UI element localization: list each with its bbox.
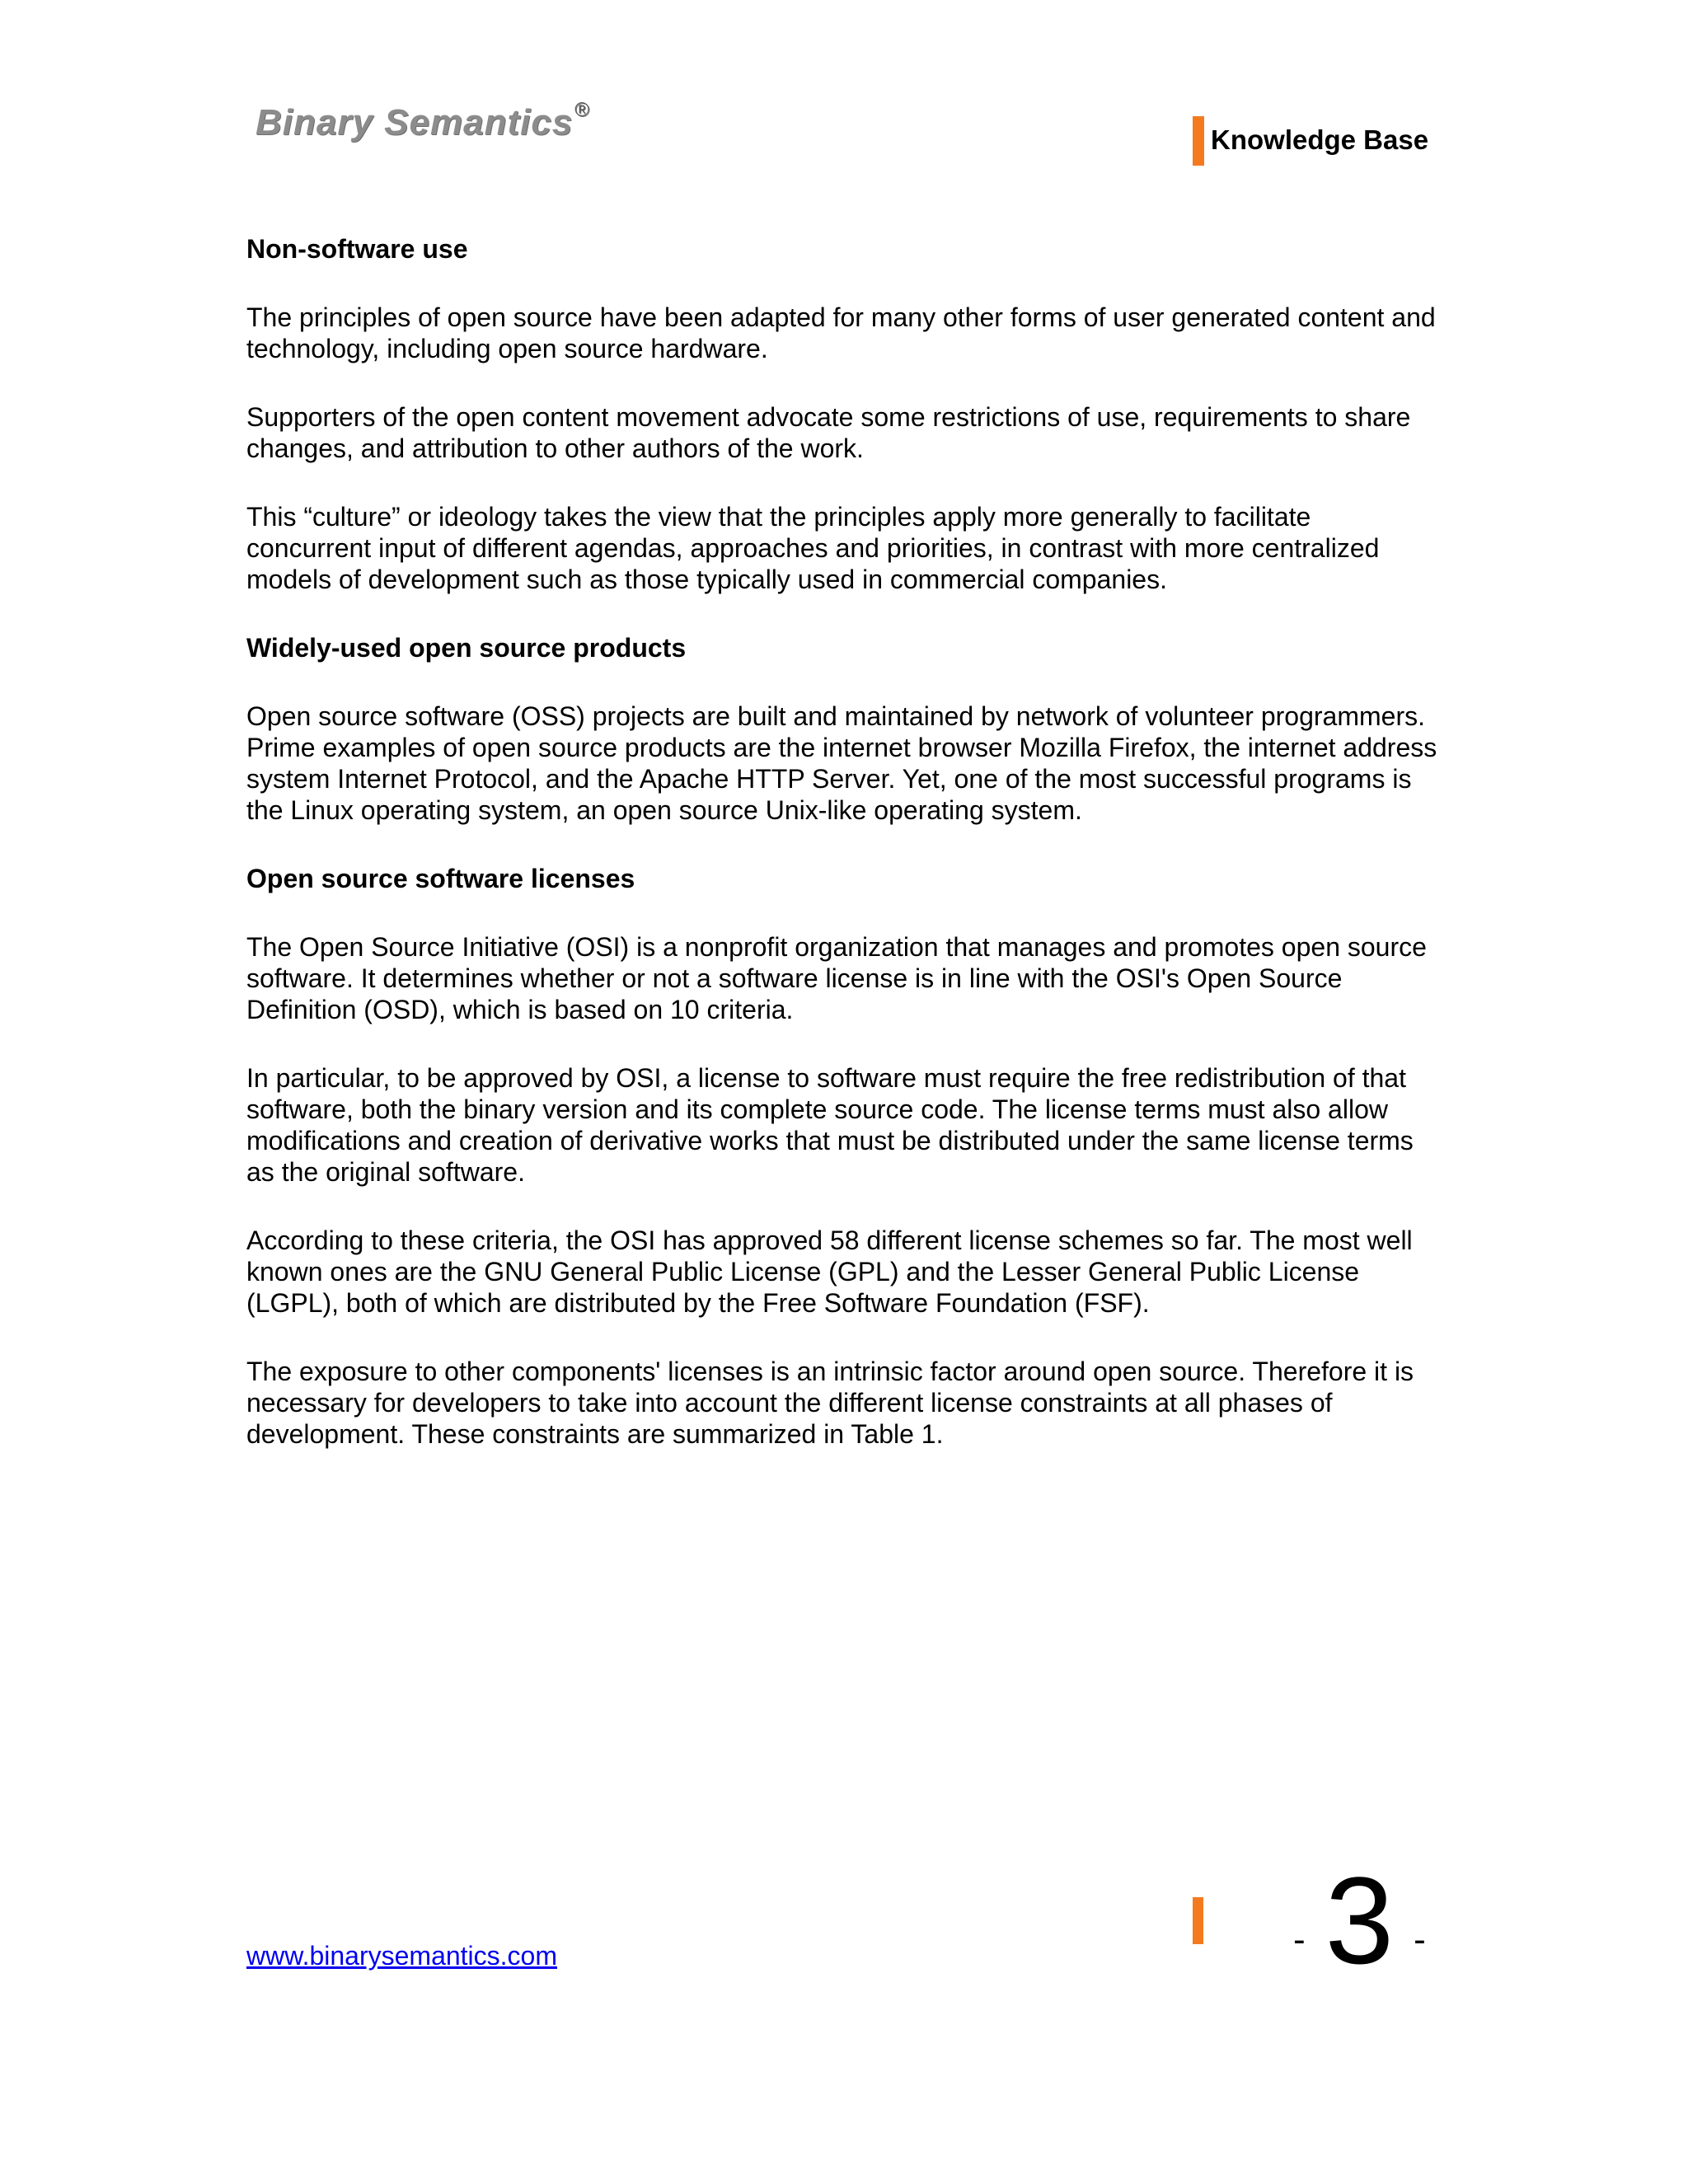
paragraph: The Open Source Initiative (OSI) is a nonprofit organization that manages and promotes open source software. It determines whether or not a software license is in line with the OSI's Open Source Definition (OSD), which is based on 10 criteria. (246, 932, 1427, 1024)
section-heading-widely-used-products: Widely-used open source products (246, 633, 687, 663)
paragraph: Open source software (OSS) projects are built and maintained by network of volunteer programmers. Prime examples of open source products are the internet browser Mozilla Firefox, the internet address system Internet Protocol, and the Apache HTTP Server. Yet, one of the most successful programs is the Linux operating system, an open source Unix-like operating system. (246, 701, 1437, 825)
paragraph: This “culture” or ideology takes the view that the principles apply more generally to facilitate concurrent input of different agendas, approaches and priorities, in contrast with more centralized models of development such as those typically used in commercial companies. (246, 502, 1380, 594)
page-accent-bar (1193, 1897, 1203, 1944)
paragraph: In particular, to be approved by OSI, a license to software must require the free redistribution of that software, both the binary version and its complete source code. The license terms must also allow modifications and creation of derivative works that must be distributed under the same license terms as the original software. (246, 1063, 1414, 1187)
registered-mark: ® (574, 99, 590, 122)
knowledge-base-accent-bar (1193, 116, 1204, 166)
document-body (246, 233, 1442, 1487)
company-logo (256, 99, 590, 143)
page-number (1273, 1851, 1446, 2002)
page-dash-right: - (1414, 1919, 1426, 1960)
website-link[interactable]: www.binarysemantics.com (246, 1941, 557, 1971)
section-heading-non-software-use: Non-software use (246, 234, 468, 264)
paragraph: Supporters of the open content movement advocate some restrictions of use, requirements to share changes, and attribution to other authors of the work. (246, 402, 1411, 463)
paragraph: According to these criteria, the OSI has approved 58 different license schemes so far. The most well known ones are the GNU General Public License (GPL) and the Lesser General Public License (LGPL), both of which are distributed by the Free Software Foundation (FSF). (246, 1226, 1413, 1318)
paragraph: The principles of open source have been adapted for many other forms of user generated content and technology, including open source hardware. (246, 302, 1436, 363)
section-heading-licenses: Open source software licenses (246, 864, 635, 893)
page-number-value: 3 (1325, 1851, 1395, 1990)
paragraph: The exposure to other components' licenses is an intrinsic factor around open source. Therefore it is necessary for developers to take into account the different license constraints at all phases of development. These constraints are summarized in Table 1. (246, 1357, 1414, 1449)
knowledge-base-label: Knowledge Base (1211, 124, 1429, 155)
logo-text: Binary Semantics (256, 102, 574, 143)
page-dash-left: - (1293, 1919, 1306, 1960)
